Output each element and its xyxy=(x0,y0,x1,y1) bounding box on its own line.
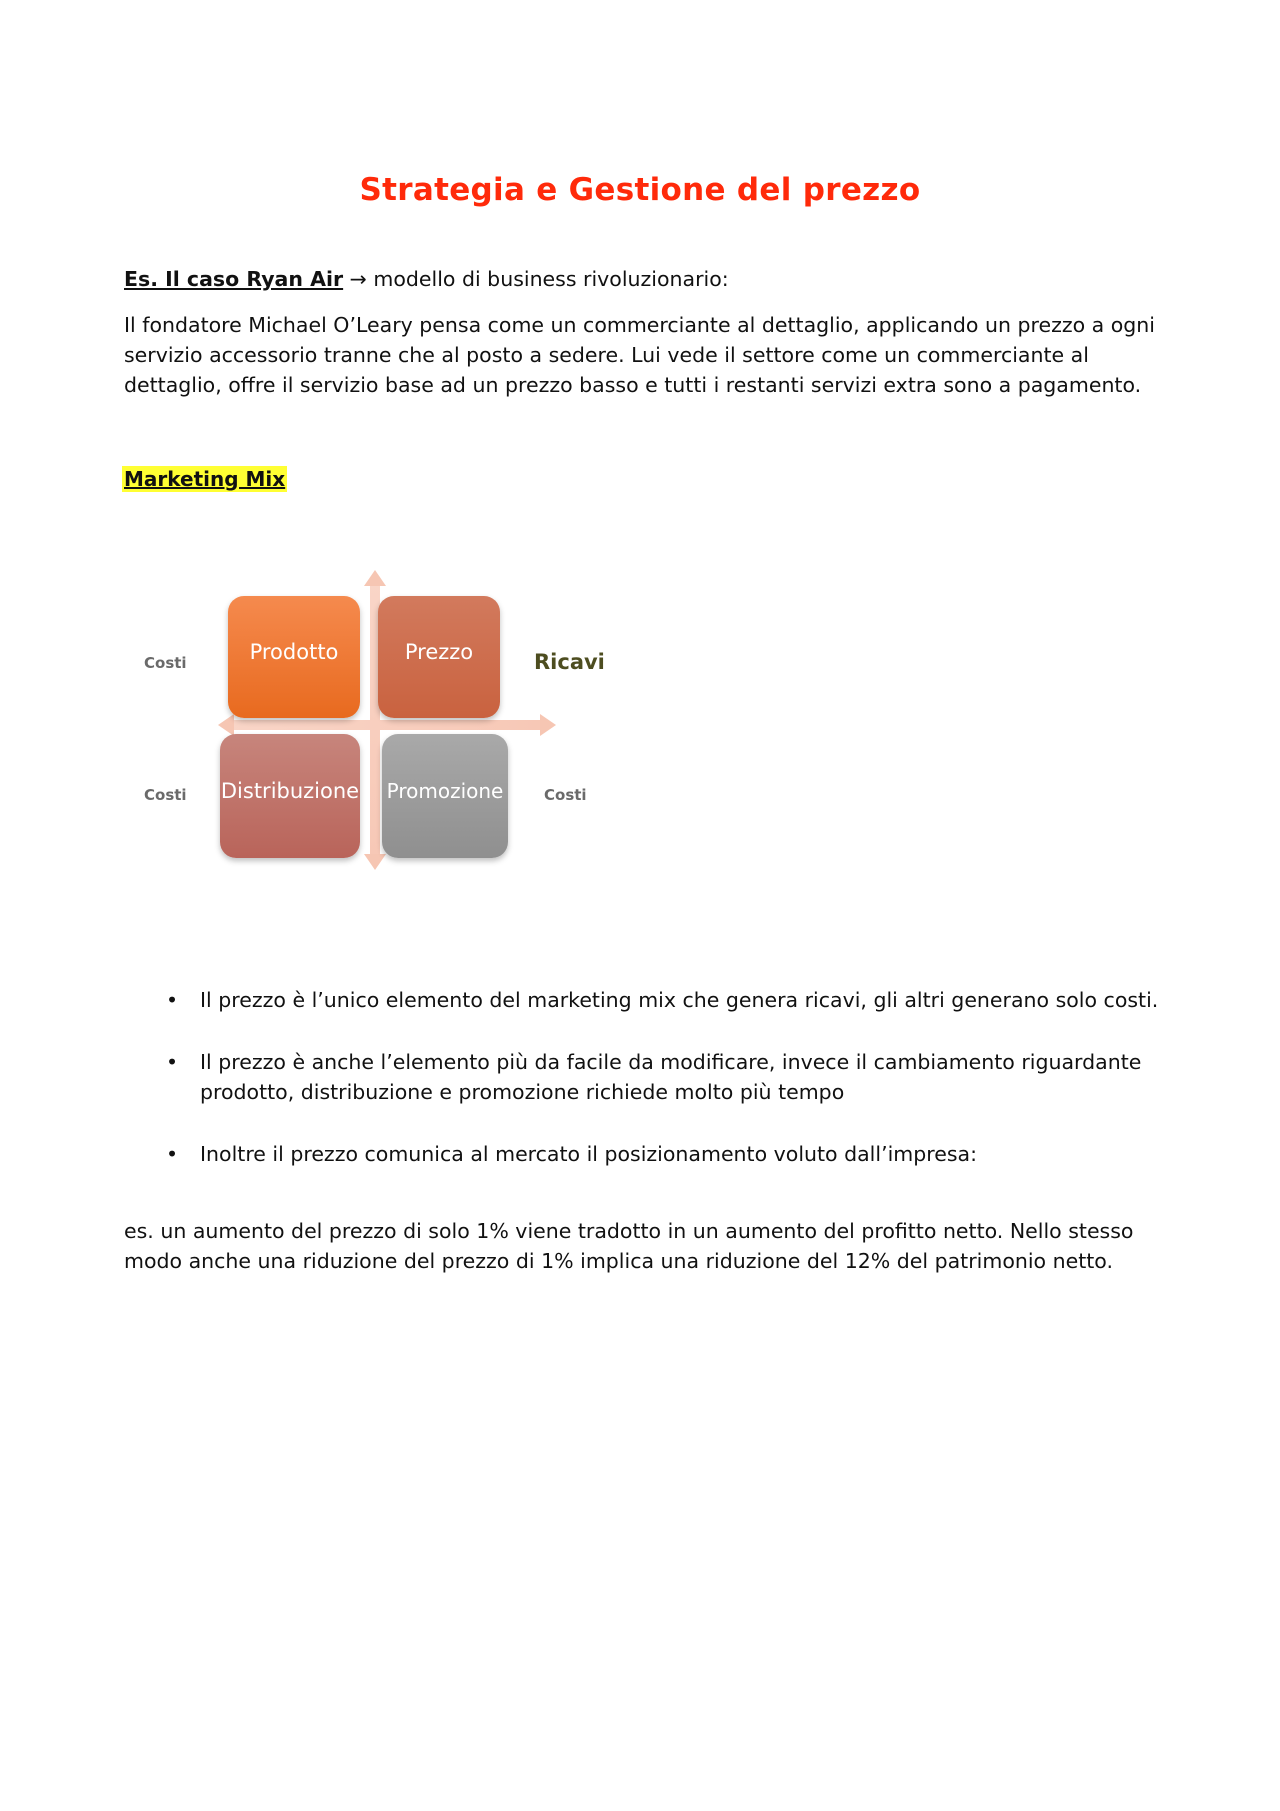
label-costi-bottom-left: Costi xyxy=(144,786,187,804)
bullet-text: Il prezzo è l’unico elemento del marketing mix che genera ricavi, gli altri generano solo costi. xyxy=(200,988,1159,1012)
arrow-up-icon xyxy=(364,570,386,586)
case-text: modello di business rivoluzionario: xyxy=(373,267,729,291)
tile-prezzo: Prezzo xyxy=(378,596,500,718)
bullet-icon: • xyxy=(166,1142,179,1166)
section-label-marketing-mix: Marketing Mix xyxy=(124,467,286,491)
tile-distribuzione: Distribuzione xyxy=(220,734,360,858)
label-costi-top-left: Costi xyxy=(144,654,187,672)
intro-paragraph: Il fondatore Michael O’Leary pensa come un commerciante al dettaglio, applicando un prezzo a ogni servizio accessorio tranne che al posto a sedere. Lui vede il settore come un commerciante al dettaglio, offre il servizio base ad un prezzo basso e tutti i restanti servizi extra sono a pagamento. xyxy=(124,313,1155,397)
bullet-list xyxy=(166,985,1180,1201)
arrow-right-icon xyxy=(540,714,556,736)
horizontal-axis-arrow xyxy=(230,720,542,730)
marketing-mix-diagram xyxy=(130,570,630,880)
bullet-icon: • xyxy=(166,1050,179,1074)
list-item xyxy=(166,1047,1180,1107)
list-item xyxy=(166,985,1180,1015)
page-title: Strategia e Gestione del prezzo xyxy=(359,172,921,208)
label-costi-bottom-right: Costi xyxy=(544,786,587,804)
arrow-right-icon: → xyxy=(349,267,367,291)
label-ricavi: Ricavi xyxy=(534,650,605,674)
bullet-icon: • xyxy=(166,988,179,1012)
arrow-left-icon xyxy=(218,714,234,736)
tile-promozione: Promozione xyxy=(382,734,508,858)
case-line xyxy=(124,264,1164,294)
list-item xyxy=(166,1139,1180,1169)
bullet-text: Il prezzo è anche l’elemento più da facile da modificare, invece il cambiamento riguardante prodotto, distribuzione e promozione richiede molto più tempo xyxy=(200,1050,1142,1104)
closing-paragraph: es. un aumento del prezzo di solo 1% viene tradotto in un aumento del profitto netto. Nello stesso modo anche una riduzione del prezzo di 1% implica una riduzione del 12% del patrimonio netto. xyxy=(124,1219,1134,1273)
case-label: Es. Il caso Ryan Air xyxy=(124,267,344,291)
bullet-text: Inoltre il prezzo comunica al mercato il posizionamento voluto dall’impresa: xyxy=(200,1142,978,1166)
arrow-down-icon xyxy=(364,854,386,870)
tile-prodotto: Prodotto xyxy=(228,596,360,718)
